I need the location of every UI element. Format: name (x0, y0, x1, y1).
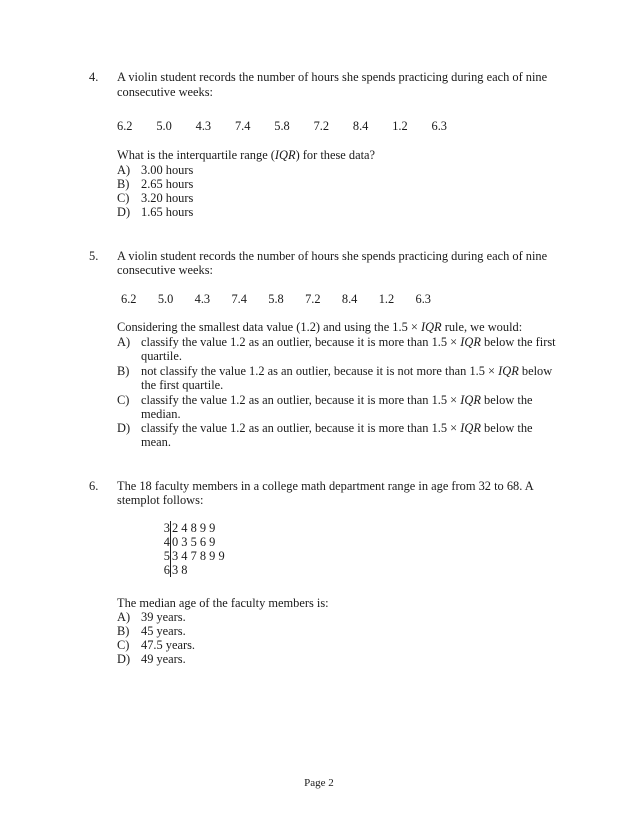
q6-number: 6. (89, 479, 99, 493)
q4-value: 1.2 (392, 119, 408, 133)
q5-option-d-cont: mean. (141, 435, 171, 449)
q4-option-d-label: D) (117, 205, 131, 219)
stemplot-divider (170, 521, 171, 577)
q5-value: 5.8 (268, 292, 284, 306)
stem: 5 (163, 549, 170, 563)
q5-value: 5.0 (157, 292, 174, 306)
q4-value: 6.3 (431, 119, 447, 133)
q5-option-b-label: B) (117, 364, 130, 378)
q6-option-d-label: D) (117, 652, 131, 666)
q4-value: 6.2 (117, 119, 133, 133)
q5-number: 5. (89, 249, 99, 263)
leaves: 3 4 7 8 9 9 (172, 549, 225, 563)
q5-data-values (121, 292, 431, 307)
q5-value: 6.2 (121, 292, 137, 306)
q5-value: 7.2 (305, 292, 321, 306)
q5-option-a: classify the value 1.2 as an outlier, because it is more than 1.5 × IQR below the first (141, 335, 556, 349)
q5-value: 6.3 (415, 292, 431, 306)
q6-option-b: 45 years. (141, 624, 186, 638)
q4-value: 7.2 (313, 119, 330, 133)
q5-value: 1.2 (378, 292, 395, 306)
q5-question: Considering the smallest data value (1.2) and using the 1.5 × IQR rule, we would: (117, 320, 523, 334)
q5-value: 7.4 (231, 292, 247, 306)
stem: 3 (163, 521, 170, 535)
q5-option-a-cont: quartile. (141, 349, 182, 363)
q4-value: 7.4 (234, 119, 251, 133)
q5-value: 8.4 (341, 292, 358, 306)
q4-value: 5.0 (156, 119, 172, 133)
q4-number: 4. (89, 70, 99, 84)
q6-text-line1: The 18 faculty members in a college math department range in age from 32 to 68. A (117, 479, 534, 493)
q5-option-c-cont: median. (141, 407, 181, 421)
q5-option-c-label: C) (117, 393, 130, 407)
leaves: 3 8 (172, 563, 188, 577)
q5-option-d-label: D) (117, 421, 131, 435)
q6-option-d: 49 years. (141, 652, 186, 666)
q4-option-b-label: B) (117, 177, 130, 191)
q6-option-b-label: B) (117, 624, 130, 638)
q5-value: 4.3 (194, 292, 211, 306)
q6-option-c-label: C) (117, 638, 130, 652)
q6-option-c: 47.5 years. (141, 638, 196, 652)
q5-option-d: classify the value 1.2 as an outlier, because it is more than 1.5 × IQR below the (141, 421, 533, 435)
q4-option-a-label: A) (117, 163, 131, 177)
q5-option-b-cont: the first quartile. (141, 378, 224, 392)
q4-value: 5.8 (274, 119, 290, 133)
q4-question: What is the interquartile range (IQR) for these data? (117, 148, 376, 162)
leaves: 2 4 8 9 9 (172, 521, 216, 535)
q5-text-line2: consecutive weeks: (117, 263, 213, 277)
q5-option-c: classify the value 1.2 as an outlier, because it is more than 1.5 × IQR below the (141, 393, 533, 407)
q4-option-a: 3.00 hours (141, 163, 194, 177)
q4-data-values (117, 119, 447, 134)
q4-option-d: 1.65 hours (141, 205, 194, 219)
q6-text-line2: stemplot follows: (117, 493, 204, 507)
leaves: 0 3 5 6 9 (172, 535, 216, 549)
q4-option-c-label: C) (117, 191, 130, 205)
q6-option-a-label: A) (117, 610, 131, 624)
q5-text-line1: A violin student records the number of hours she spends practicing during each of nine (117, 249, 548, 263)
q5-option-a-label: A) (117, 335, 131, 349)
q6-question: The median age of the faculty members is: (117, 596, 329, 610)
q4-value: 8.4 (352, 119, 369, 133)
q4-value: 4.3 (195, 119, 212, 133)
q4-text-line1: A violin student records the number of hours she spends practicing during each of nine (117, 70, 548, 84)
stem: 6 (163, 563, 170, 577)
q4-option-c: 3.20 hours (141, 191, 194, 205)
stem: 4 (163, 535, 170, 549)
q4-option-b: 2.65 hours (141, 177, 194, 191)
page-number: Page 2 (304, 777, 334, 789)
q5-option-b: not classify the value 1.2 as an outlier, because it is not more than 1.5 × IQR below (141, 364, 553, 378)
q6-option-a: 39 years. (141, 610, 186, 624)
q4-text-line2: consecutive weeks: (117, 85, 213, 99)
